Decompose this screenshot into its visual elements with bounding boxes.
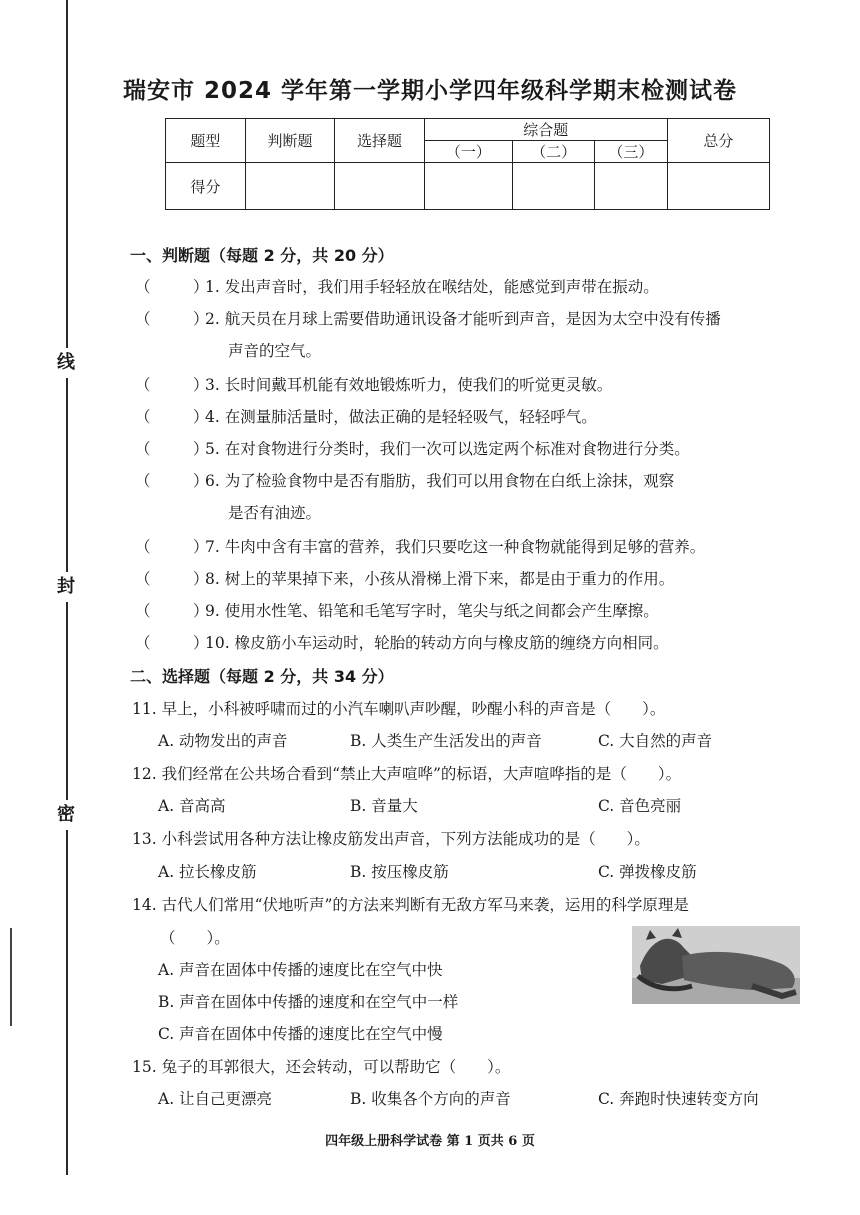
question-12-option-a[interactable]: A. 音高高 [158, 797, 226, 815]
header-total: 总分 [667, 119, 769, 163]
judge-item-text: 4. 在测量肺活量时，做法正确的是轻轻吸气，轻轻呼气。 [205, 408, 597, 426]
binding-char-secret: 密 [54, 800, 78, 830]
header-type: 题型 [166, 119, 246, 163]
answer-paren-open[interactable]: （ [135, 278, 151, 296]
edge-mark [10, 928, 12, 1026]
question-14-option-a[interactable]: A. 声音在固体中传播的速度比在空气中快 [158, 961, 443, 979]
judge-item-8 [135, 567, 674, 589]
answer-paren-close: ） [193, 602, 209, 620]
binding-char-line: 线 [54, 348, 78, 378]
question-15-option-b[interactable]: B. 收集各个方向的声音 [350, 1090, 511, 1108]
section-judge-title: 一、判断题（每题 2 分，共 20 分） [130, 246, 394, 265]
section-choice-title: 二、选择题（每题 2 分，共 34 分） [130, 667, 394, 686]
question-14-option-c[interactable]: C. 声音在固体中传播的速度比在空气中慢 [158, 1025, 443, 1043]
judge-item-text: 1. 发出声音时，我们用手轻轻放在喉结处，能感觉到声带在振动。 [205, 278, 659, 296]
answer-paren-close: ） [193, 570, 209, 588]
header-sub-1: （一） [424, 141, 512, 163]
score-cell-total[interactable] [667, 163, 769, 210]
answer-paren-open[interactable]: （ [135, 472, 151, 490]
judge-item-1 [135, 275, 659, 297]
answer-paren-close: ） [193, 310, 209, 328]
question-12-option-c[interactable]: C. 音色亮丽 [598, 797, 682, 815]
score-cell-sub2[interactable] [512, 163, 594, 210]
judge-item-text: 3. 长时间戴耳机能有效地锻炼听力，使我们的听觉更灵敏。 [205, 376, 613, 394]
judge-item-5 [135, 437, 690, 459]
answer-paren-open[interactable]: （ [135, 440, 151, 458]
answer-paren-open[interactable]: （ [135, 310, 151, 328]
question-13-option-c[interactable]: C. 弹拨橡皮筋 [598, 863, 697, 881]
judge-item-2-cont: 声音的空气。 [228, 342, 322, 360]
score-label: 得分 [166, 163, 246, 210]
question-11-option-c[interactable]: C. 大自然的声音 [598, 732, 713, 750]
question-14-answer-blank[interactable]: （ ）。 [160, 929, 230, 947]
score-cell-sub3[interactable] [595, 163, 667, 210]
score-cell-choice[interactable] [335, 163, 425, 210]
judge-item-text: 7. 牛肉中含有丰富的营养，我们只要吃这一种食物就能得到足够的营养。 [205, 538, 706, 556]
header-choice: 选择题 [335, 119, 425, 163]
question-14-option-b[interactable]: B. 声音在固体中传播的速度和在空气中一样 [158, 993, 459, 1011]
judge-item-text: 6. 为了检验食物中是否有脂肪，我们可以用食物在白纸上涂抹，观察 [205, 472, 675, 490]
question-11-stem: 11. 早上，小科被呼啸而过的小汽车喇叭声吵醒，吵醒小科的声音是（ ）。 [132, 700, 666, 718]
answer-paren-close: ） [193, 278, 209, 296]
answer-paren-open[interactable]: （ [135, 538, 151, 556]
score-cell-sub1[interactable] [424, 163, 512, 210]
answer-paren-close: ） [193, 376, 209, 394]
answer-paren-close: ） [193, 408, 209, 426]
page-title: 瑞安市 2024 学年第一学期小学四年级科学期末检测试卷 [122, 78, 738, 104]
question-12-option-b[interactable]: B. 音量大 [350, 797, 418, 815]
answer-paren-open[interactable]: （ [135, 408, 151, 426]
judge-item-2 [135, 307, 721, 329]
question-13-stem: 13. 小科尝试用各种方法让橡皮筋发出声音，下列方法能成功的是（ ）。 [132, 830, 650, 848]
question-13-option-a[interactable]: A. 拉长橡皮筋 [158, 863, 257, 881]
figure-lying-on-ground-illustration [632, 926, 800, 1004]
judge-item-text: 10. 橡皮筋小车运动时，轮胎的转动方向与橡皮筋的缠绕方向相同。 [205, 634, 669, 652]
judge-item-7 [135, 535, 705, 557]
question-13-option-b[interactable]: B. 按压橡皮筋 [350, 863, 449, 881]
answer-paren-open[interactable]: （ [135, 376, 151, 394]
header-comprehensive: 综合题 [424, 119, 667, 141]
header-judge: 判断题 [245, 119, 335, 163]
answer-paren-open[interactable]: （ [135, 602, 151, 620]
question-14-stem: 14. 古代人们常用“伏地听声”的方法来判断有无敌方军马来袭，运用的科学原理是 [132, 896, 689, 914]
judge-item-text: 2. 航天员在月球上需要借助通讯设备才能听到声音，是因为太空中没有传播 [205, 310, 721, 328]
judge-item-text: 5. 在对食物进行分类时，我们一次可以选定两个标准对食物进行分类。 [205, 440, 690, 458]
score-table [165, 118, 770, 210]
question-11-option-b[interactable]: B. 人类生产生活发出的声音 [350, 732, 542, 750]
judge-item-3 [135, 373, 612, 395]
listening-to-ground-photo [632, 926, 800, 1004]
question-15-option-a[interactable]: A. 让自己更漂亮 [158, 1090, 273, 1108]
question-12-stem: 12. 我们经常在公共场合看到“禁止大声喧哗”的标语，大声喧哗指的是（ ）。 [132, 765, 682, 783]
answer-paren-close: ） [193, 440, 209, 458]
answer-paren-close: ） [193, 538, 209, 556]
judge-item-10 [135, 631, 669, 653]
judge-item-6-cont: 是否有油迹。 [228, 504, 322, 522]
judge-item-9 [135, 599, 659, 621]
question-15-stem: 15. 兔子的耳郭很大，还会转动，可以帮助它（ ）。 [132, 1058, 511, 1076]
answer-paren-close: ） [193, 472, 209, 490]
answer-paren-open[interactable]: （ [135, 570, 151, 588]
judge-item-text: 9. 使用水性笔、铅笔和毛笔写字时，笔尖与纸之间都会产生摩擦。 [205, 602, 659, 620]
score-cell-judge[interactable] [245, 163, 335, 210]
judge-item-4 [135, 405, 597, 427]
page-footer: 四年级上册科学试卷 第 1 页共 6 页 [325, 1134, 535, 1149]
judge-item-text: 8. 树上的苹果掉下来，小孩从滑梯上滑下来，都是由于重力的作用。 [205, 570, 675, 588]
answer-paren-close: ） [193, 634, 209, 652]
judge-item-6 [135, 469, 674, 491]
answer-paren-open[interactable]: （ [135, 634, 151, 652]
binding-char-seal: 封 [54, 572, 78, 602]
question-15-option-c[interactable]: C. 奔跑时快速转变方向 [598, 1090, 759, 1108]
header-sub-3: （三） [595, 141, 667, 163]
question-11-option-a[interactable]: A. 动物发出的声音 [158, 732, 288, 750]
header-sub-2: （二） [512, 141, 594, 163]
